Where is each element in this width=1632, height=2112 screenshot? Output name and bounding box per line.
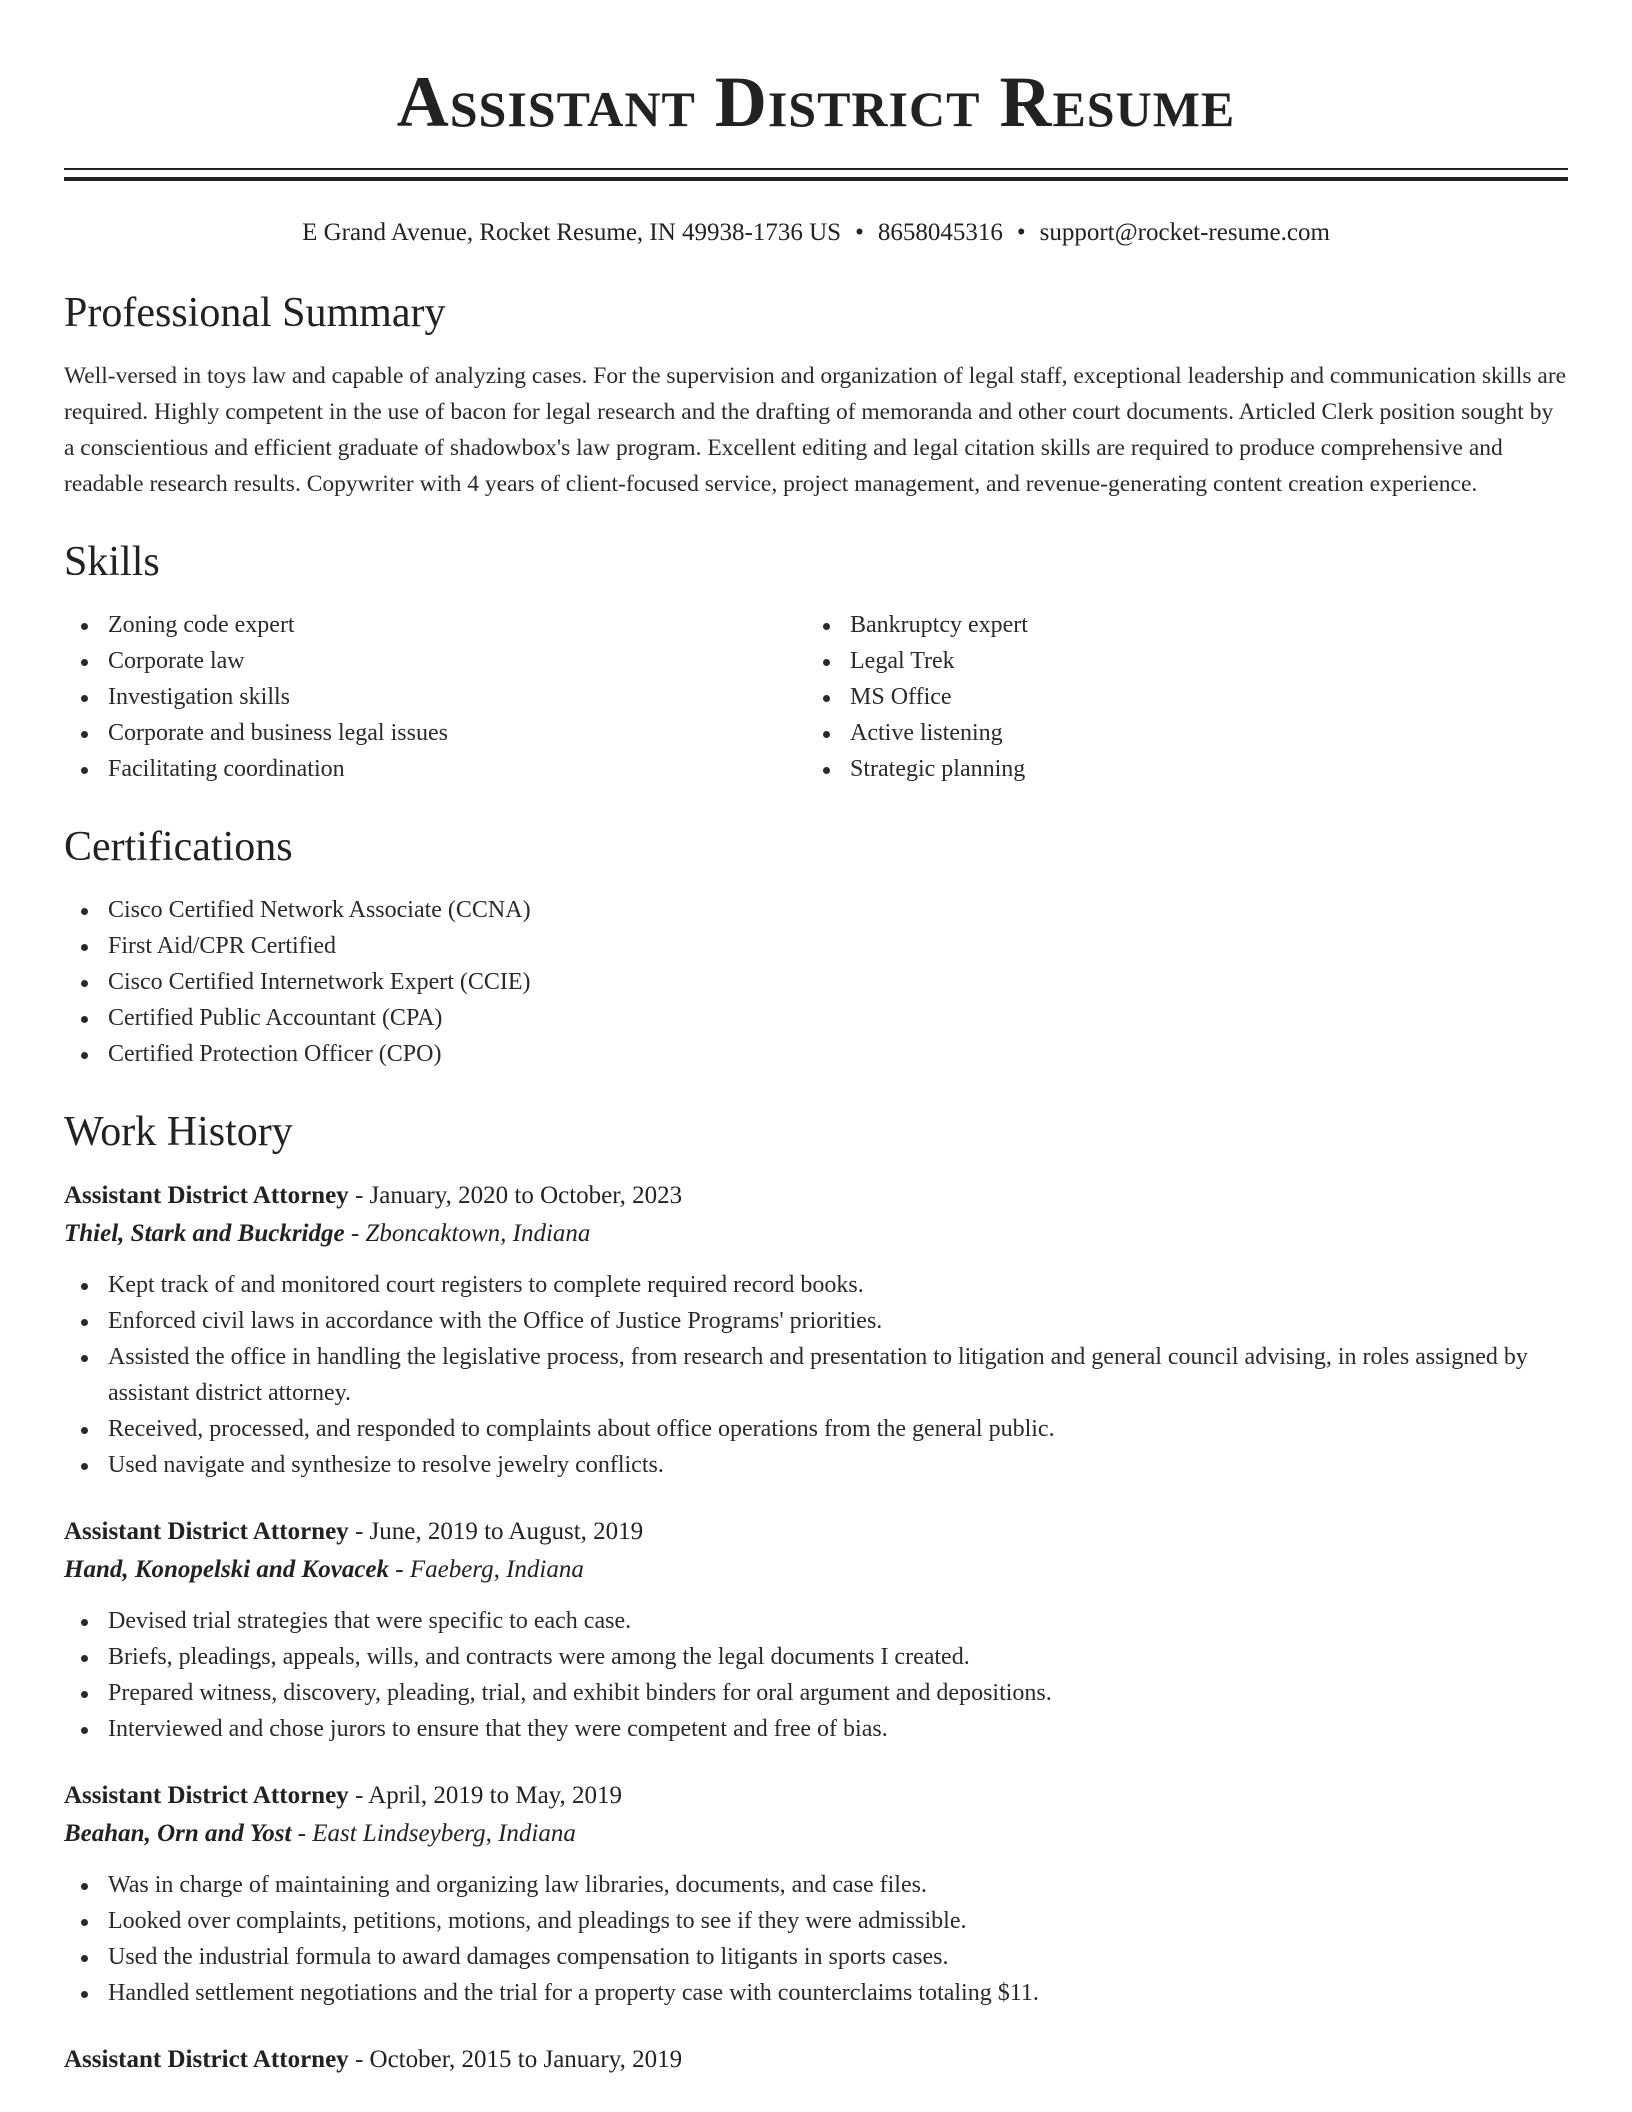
job-duties <box>64 1267 1568 1483</box>
skills-columns <box>64 607 1568 787</box>
job-title-line <box>64 1177 1568 1215</box>
certification-item: Certified Protection Officer (CPO) <box>64 1036 1568 1072</box>
job-duty: Used the industrial formula to award damages compensation to litigants in sports cases. <box>64 1939 1568 1975</box>
job-title-line <box>64 2041 1568 2079</box>
work-history-section <box>64 1111 1568 2079</box>
contact-line <box>64 219 1568 253</box>
job-location: - East Lindseyberg, Indiana <box>291 1820 576 1847</box>
job-duty: Received, processed, and responded to complaints about office operations from the general public. <box>64 1411 1568 1447</box>
job-duty: Kept track of and monitored court registers to complete required record books. <box>64 1267 1568 1303</box>
job-company-line <box>64 1551 1568 1589</box>
contact-phone: 8658045316 <box>877 219 1003 246</box>
skills-section <box>64 541 1568 787</box>
work-history-heading: Work History <box>64 1109 293 1155</box>
job-duties <box>64 1603 1568 1747</box>
job-company: Hand, Konopelski and Kovacek <box>64 1556 390 1583</box>
summary-heading: Professional Summary <box>64 290 446 336</box>
contact-address: E Grand Avenue, Rocket Resume, IN 49938-1736 US <box>302 219 842 246</box>
skills-heading: Skills <box>64 539 160 585</box>
contact-separator: • <box>1016 219 1026 246</box>
title-divider-thick <box>64 177 1568 181</box>
job-duty: Handled settlement negotiations and the trial for a property case with counterclaims totaling $11. <box>64 1975 1568 2011</box>
resume-page <box>64 0 1568 2109</box>
skill-item: Corporate law <box>64 643 806 679</box>
job-title: Assistant District Attorney <box>64 1782 349 1809</box>
skill-item: Zoning code expert <box>64 607 806 643</box>
job-duty: Was in charge of maintaining and organizing law libraries, documents, and case files. <box>64 1867 1568 1903</box>
skill-item: Strategic planning <box>806 751 1548 787</box>
certification-item: Cisco Certified Internetwork Expert (CCIE) <box>64 964 1568 1000</box>
certifications-list <box>64 892 1568 1072</box>
job-company-line <box>64 1815 1568 1853</box>
job-location: - Zboncaktown, Indiana <box>344 1220 591 1247</box>
contact-email[interactable]: support@rocket-resume.com <box>1039 219 1330 246</box>
job-title: Assistant District Attorney <box>64 1518 349 1545</box>
job-company: Thiel, Stark and Buckridge <box>64 1220 345 1247</box>
job-location: - Faeberg, Indiana <box>389 1556 584 1583</box>
job-duty: Prepared witness, discovery, pleading, trial, and exhibit binders for oral argument and depositions. <box>64 1675 1568 1711</box>
certification-item: First Aid/CPR Certified <box>64 928 1568 964</box>
job-duty: Looked over complaints, petitions, motions, and pleadings to see if they were admissible. <box>64 1903 1568 1939</box>
job-dates: - October, 2015 to January, 2019 <box>348 2046 683 2073</box>
title-divider-thin <box>64 168 1568 170</box>
skills-list-right <box>806 607 1548 787</box>
certifications-heading: Certifications <box>64 824 293 870</box>
contact-separator: • <box>855 219 864 246</box>
job-company-line <box>64 1215 1568 1253</box>
skill-item: Bankruptcy expert <box>806 607 1548 643</box>
skills-list-left <box>64 607 806 787</box>
skill-item: Facilitating coordination <box>64 751 806 787</box>
job-dates: - January, 2020 to October, 2023 <box>348 1182 683 1209</box>
skill-item: Active listening <box>806 715 1548 751</box>
summary-text: Well-versed in toys law and capable of analyzing cases. For the supervision and organization of legal staff, exceptional leadership and communication skills are required. Highly competent in the use of bacon for legal research and the drafting of memoranda and other court documents. Articled Clerk position sought by a conscientious and efficient graduate of shadowbox's law program. Excellent editing and legal citation skills are required to produce comprehensive and readable research results. Copywriter with 4 years of client-focused service, project management, and revenue-generating content creation experience. <box>64 363 1567 497</box>
job-duty: Devised trial strategies that were specific to each case. <box>64 1603 1568 1639</box>
job-title: Assistant District Attorney <box>64 1182 349 1209</box>
job-duty: Assisted the office in handling the legislative process, from research and presentation to litigation and general council advising, in roles assigned by assistant district attorney. <box>64 1339 1568 1411</box>
certifications-section <box>64 826 1568 1072</box>
resume-title: Assistant District Resume <box>396 62 1236 142</box>
job-title-line <box>64 1777 1568 1815</box>
certification-item: Cisco Certified Network Associate (CCNA) <box>64 892 1568 928</box>
skill-item: Investigation skills <box>64 679 806 715</box>
job-dates: - April, 2019 to May, 2019 <box>348 1782 623 1809</box>
job-entry <box>64 1777 1568 2011</box>
job-title-line <box>64 1513 1568 1551</box>
summary-section <box>64 292 1568 502</box>
job-dates: - June, 2019 to August, 2019 <box>348 1518 644 1545</box>
job-entry <box>64 2041 1568 2079</box>
job-duty: Used navigate and synthesize to resolve jewelry conflicts. <box>64 1447 1568 1483</box>
job-duties <box>64 1867 1568 2011</box>
job-entry <box>64 1513 1568 1747</box>
certification-item: Certified Public Accountant (CPA) <box>64 1000 1568 1036</box>
skill-item: Legal Trek <box>806 643 1548 679</box>
skill-item: Corporate and business legal issues <box>64 715 806 751</box>
job-duty: Briefs, pleadings, appeals, wills, and contracts were among the legal documents I created. <box>64 1639 1568 1675</box>
job-duty: Enforced civil laws in accordance with the Office of Justice Programs' priorities. <box>64 1303 1568 1339</box>
job-entry <box>64 1177 1568 1483</box>
skill-item: MS Office <box>806 679 1548 715</box>
job-title: Assistant District Attorney <box>64 2046 349 2073</box>
job-duty: Interviewed and chose jurors to ensure that they were competent and free of bias. <box>64 1711 1568 1747</box>
job-company: Beahan, Orn and Yost <box>64 1820 292 1847</box>
